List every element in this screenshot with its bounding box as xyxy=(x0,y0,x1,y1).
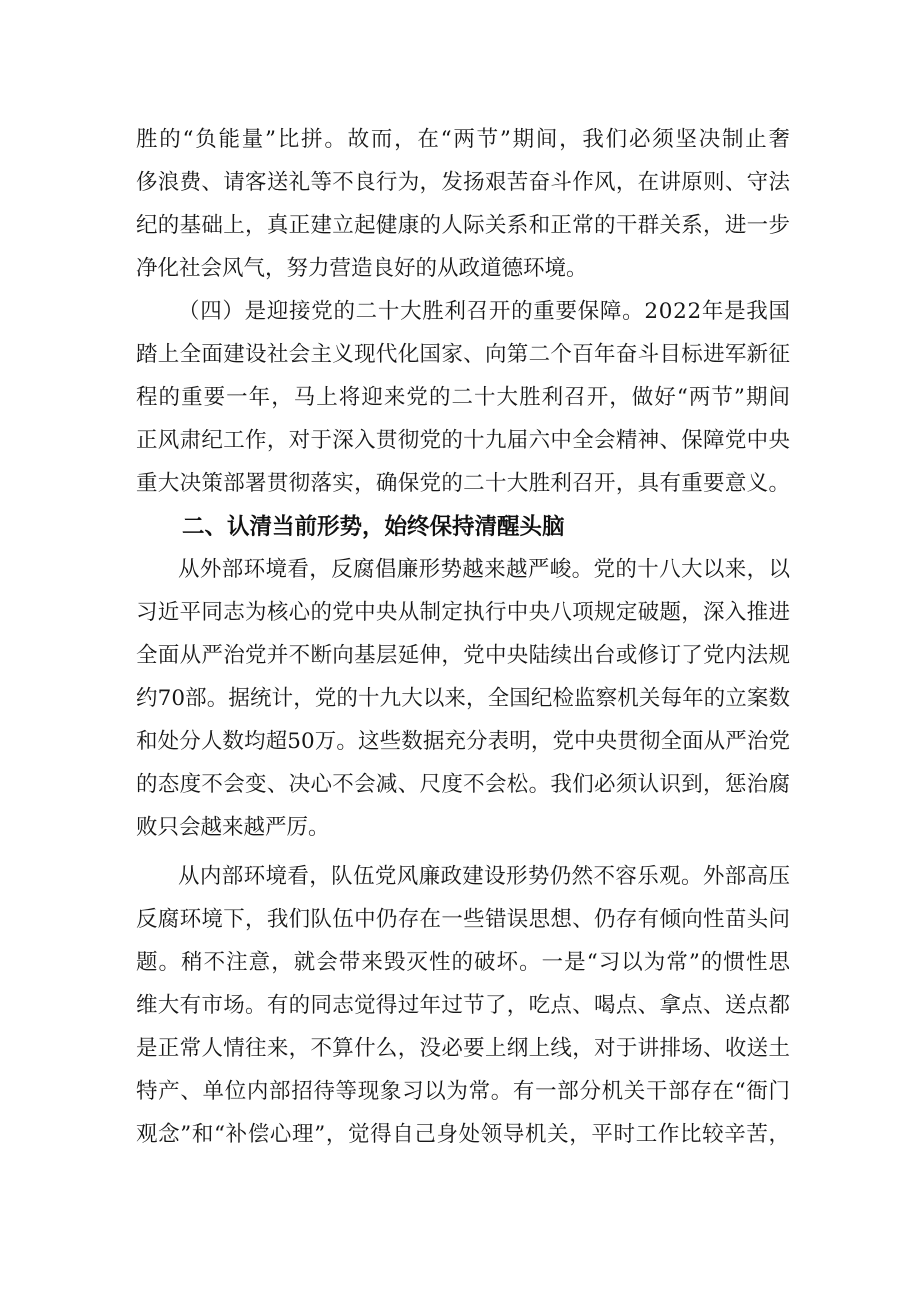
line-text: 观念”和“补偿心理”，觉得自己身处领导机关，平时工作比较辛苦， xyxy=(136,1122,791,1147)
text-line xyxy=(0,943,920,983)
text-line xyxy=(0,765,920,805)
line-text: 程的重要一年，马上将迎来党的二十大胜利召开，做好“两节”期间 xyxy=(136,385,792,410)
text-line xyxy=(0,163,920,203)
text-line xyxy=(0,335,920,375)
section-heading-text: 二、认清当前形势，始终保持清醒头脑 xyxy=(182,514,565,540)
text-line xyxy=(0,378,920,418)
line-text: 和处分人数均超50万。这些数据充分表明，党中央贯彻全面从严治党 xyxy=(136,729,791,754)
line-text: 反腐环境下，我们队伍中仍存在一些错误思想、仍存有倾向性苗头问 xyxy=(136,907,791,932)
line-text: 特产、单位内部招待等现象习以为常。有一部分机关干部存在“衙门 xyxy=(136,1079,791,1104)
line-text: 重大决策部署贯彻落实，确保党的二十大胜利召开，具有重要意义。 xyxy=(136,471,791,496)
line-text: 净化社会风气，努力营造良好的从政道德环境。 xyxy=(136,256,588,281)
line-text: 是正常人情往来，不算什么，没必要上纲上线，对于讲排场、收送土 xyxy=(136,1036,791,1061)
line-text: 胜的“负能量”比拼。故而，在“两节”期间，我们必须坚决制止奢 xyxy=(136,127,792,152)
text-line xyxy=(0,857,920,897)
line-text: 从内部环境看，队伍党风廉政建设形势仍然不容乐观。外部高压 xyxy=(178,864,791,889)
text-line xyxy=(0,636,920,676)
text-line xyxy=(0,722,920,762)
line-text: （四）是迎接党的二十大胜利召开的重要保障。2022年是我国 xyxy=(178,299,791,324)
text-line xyxy=(0,900,920,940)
line-text: 约70部。据统计，党的十九大以来，全国纪检监察机关每年的立案数 xyxy=(136,686,791,711)
line-text: 败只会越来越严厉。 xyxy=(136,815,330,840)
text-line xyxy=(0,249,920,289)
text-line xyxy=(0,550,920,590)
text-line xyxy=(0,986,920,1026)
line-text: 正风肃纪工作，对于深入贯彻党的十九届六中全会精神、保障党中央 xyxy=(136,428,791,453)
text-line xyxy=(0,206,920,246)
line-text: 的态度不会变、决心不会减、尺度不会松。我们必须认识到，惩治腐 xyxy=(136,772,791,797)
line-text: 从外部环境看，反腐倡廉形势越来越严峻。党的十八大以来，以 xyxy=(178,557,791,582)
text-line xyxy=(0,1072,920,1112)
line-text: 题。稍不注意，就会带来毁灭性的破坏。一是“习以为常”的惯性思 xyxy=(136,950,792,975)
line-text: 侈浪费、请客送礼等不良行为，发扬艰苦奋斗作风，在讲原则、守法 xyxy=(136,170,791,195)
text-line xyxy=(0,464,920,504)
line-text: 踏上全面建设社会主义现代化国家、向第二个百年奋斗目标进军新征 xyxy=(136,342,791,367)
line-text: 全面从严治党并不断向基层延伸，党中央陆续出台或修订了党内法规 xyxy=(136,643,791,668)
text-line xyxy=(0,1115,920,1155)
text-line xyxy=(0,679,920,719)
section-heading xyxy=(0,507,920,547)
text-line xyxy=(0,593,920,633)
text-line xyxy=(0,1029,920,1069)
text-line xyxy=(0,421,920,461)
line-text: 纪的基础上，真正建立起健康的人际关系和正常的干群关系，进一步 xyxy=(136,213,791,238)
text-line xyxy=(0,292,920,332)
line-text: 维大有市场。有的同志觉得过年过节了，吃点、喝点、拿点、送点都 xyxy=(136,993,791,1018)
line-text: 习近平同志为核心的党中央从制定执行中央八项规定破题，深入推进 xyxy=(136,600,791,625)
text-line xyxy=(0,808,920,848)
text-line xyxy=(0,120,920,160)
